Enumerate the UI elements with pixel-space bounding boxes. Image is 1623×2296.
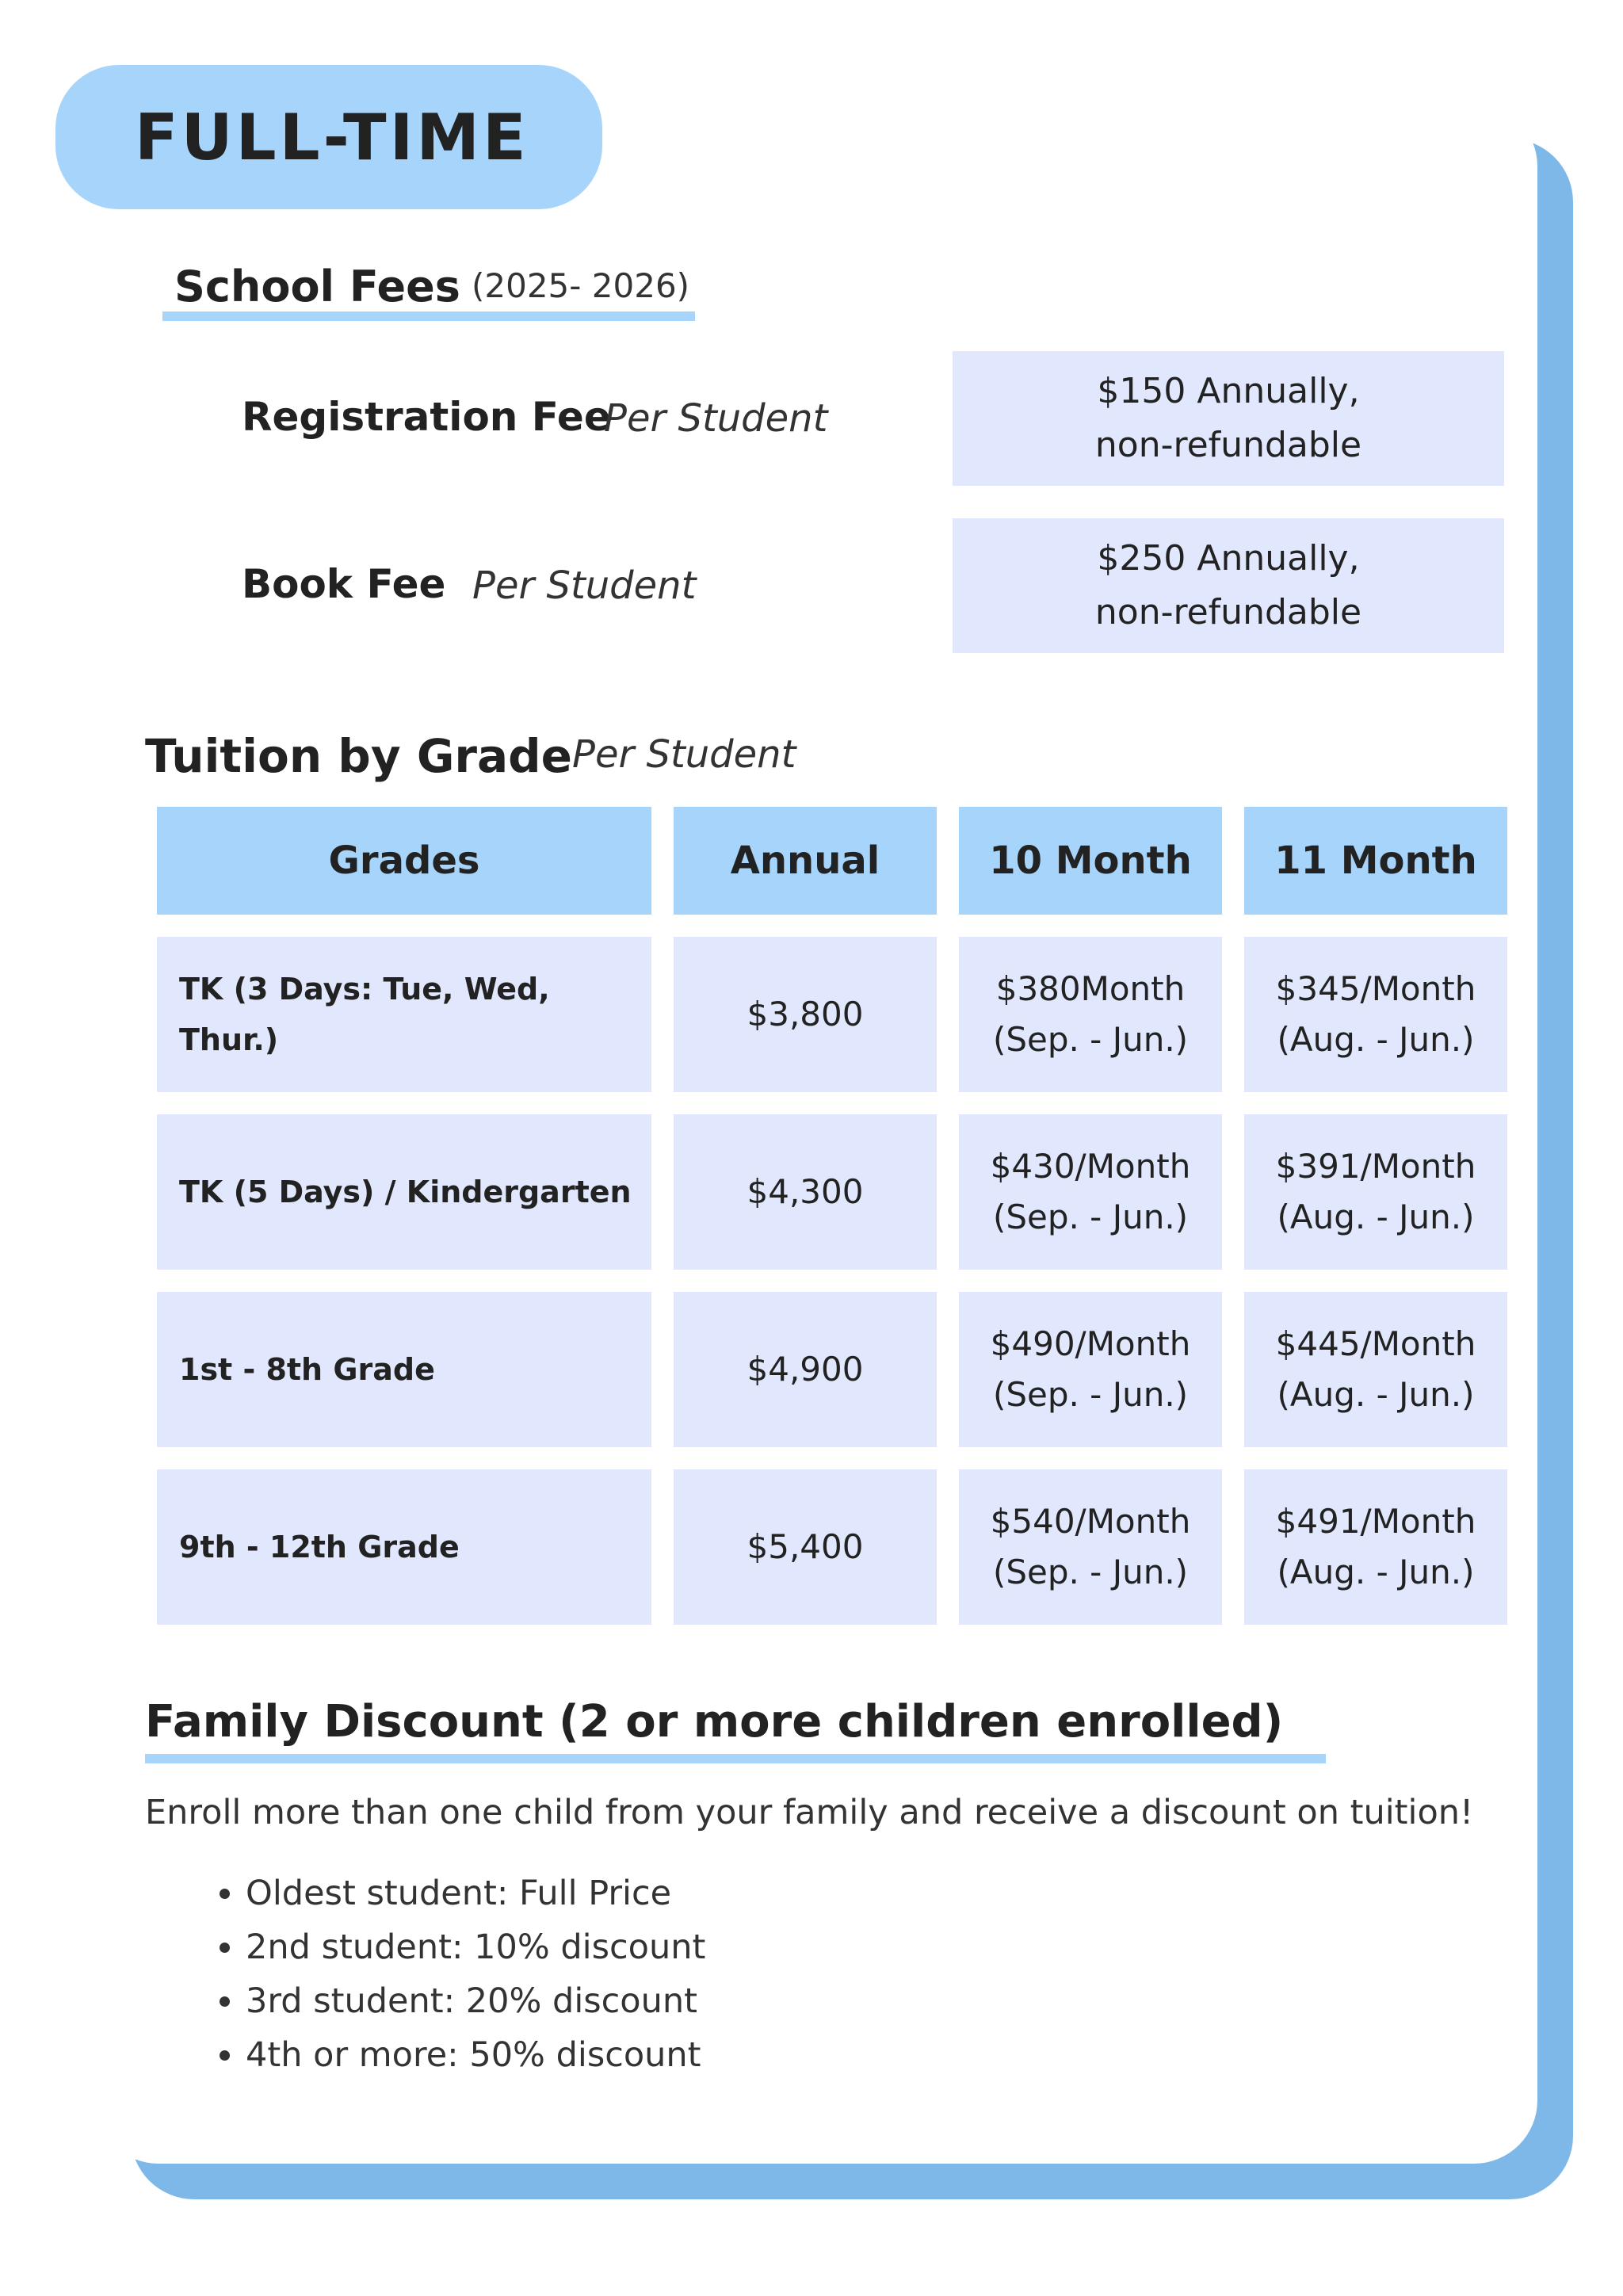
header-11-month: 11 Month [1244,807,1507,915]
eleven-month-amount: $445/Month [1275,1324,1476,1363]
registration-fee-line2: non-refundable [1094,425,1362,465]
annual-cell: $4,900 [674,1292,937,1447]
eleven-month-period: (Aug. - Jun.) [1277,1375,1475,1414]
header-10-month: 10 Month [959,807,1222,915]
book-fee-note: Per Student [472,563,697,608]
ten-month-period: (Sep. - Jun.) [992,1375,1189,1414]
eleven-month-amount: $345/Month [1275,969,1476,1008]
eleven-month-cell [1244,1292,1507,1447]
eleven-month-cell [1244,1469,1507,1625]
school-fees-year: (2025- 2026) [472,266,690,305]
list-item: • 4th or more: 50% discount [246,2028,705,2082]
eleven-month-cell [1244,937,1507,1092]
ten-month-period: (Sep. - Jun.) [992,1198,1189,1236]
ten-month-cell [959,937,1222,1092]
list-item: • 2nd student: 10% discount [246,1920,705,1974]
eleven-month-amount: $391/Month [1275,1147,1476,1186]
table-row [157,1469,1507,1625]
discount-list [204,1866,705,2082]
book-fee-line2: non-refundable [1094,592,1362,632]
registration-fee-note: Per Student [604,396,828,441]
ten-month-period: (Sep. - Jun.) [992,1553,1189,1591]
annual-cell: $3,800 [674,937,937,1092]
list-item: • 3rd student: 20% discount [246,1974,705,2028]
ten-month-period: (Sep. - Jun.) [992,1020,1189,1059]
ten-month-amount: $380Month [995,969,1186,1008]
eleven-month-period: (Aug. - Jun.) [1277,1553,1475,1591]
table-row [157,937,1507,1092]
annual-cell: $4,300 [674,1114,937,1270]
book-fee-line1: $250 Annually, [1097,538,1360,579]
grade-cell: 1st - 8th Grade [157,1292,651,1447]
annual-cell: $5,400 [674,1469,937,1625]
header-annual: Annual [674,807,937,915]
tuition-table [135,785,1529,1647]
eleven-month-amount: $491/Month [1275,1502,1476,1541]
ten-month-amount: $430/Month [990,1147,1191,1186]
book-fee-amount [953,518,1504,653]
grade-cell: TK (5 Days) / Kindergarten [157,1114,651,1270]
ten-month-cell [959,1292,1222,1447]
header-grades: Grades [157,807,651,915]
tuition-title: Tuition by Grade [145,729,573,783]
school-fees-title: School Fees [174,262,460,311]
registration-fee-line1: $150 Annually, [1097,371,1360,411]
eleven-month-cell [1244,1114,1507,1270]
ten-month-cell [959,1114,1222,1270]
ten-month-amount: $540/Month [990,1502,1191,1541]
eleven-month-period: (Aug. - Jun.) [1277,1020,1475,1059]
tuition-note: Per Student [572,732,796,777]
ten-month-cell [959,1469,1222,1625]
registration-fee-amount [953,351,1504,486]
book-fee-label: Book Fee [242,561,446,607]
grade-cell: 9th - 12th Grade [157,1469,651,1625]
school-fees-underline [162,311,695,321]
registration-fee-label: Registration Fee [242,394,611,440]
ten-month-amount: $490/Month [990,1324,1191,1363]
list-item: • Oldest student: Full Price [246,1866,705,1920]
grade-cell: TK (3 Days: Tue, Wed, Thur.) [157,937,651,1092]
full-time-badge: FULL-TIME [55,65,602,209]
table-row [157,1292,1507,1447]
family-discount-title: Family Discount (2 or more children enrolled) [145,1696,1284,1748]
eleven-month-period: (Aug. - Jun.) [1277,1198,1475,1236]
table-row [157,1114,1507,1270]
family-discount-underline [145,1754,1326,1763]
tuition-header-row [157,807,1507,915]
family-discount-text: Enroll more than one child from your family and receive a discount on tuition! [145,1793,1474,1832]
